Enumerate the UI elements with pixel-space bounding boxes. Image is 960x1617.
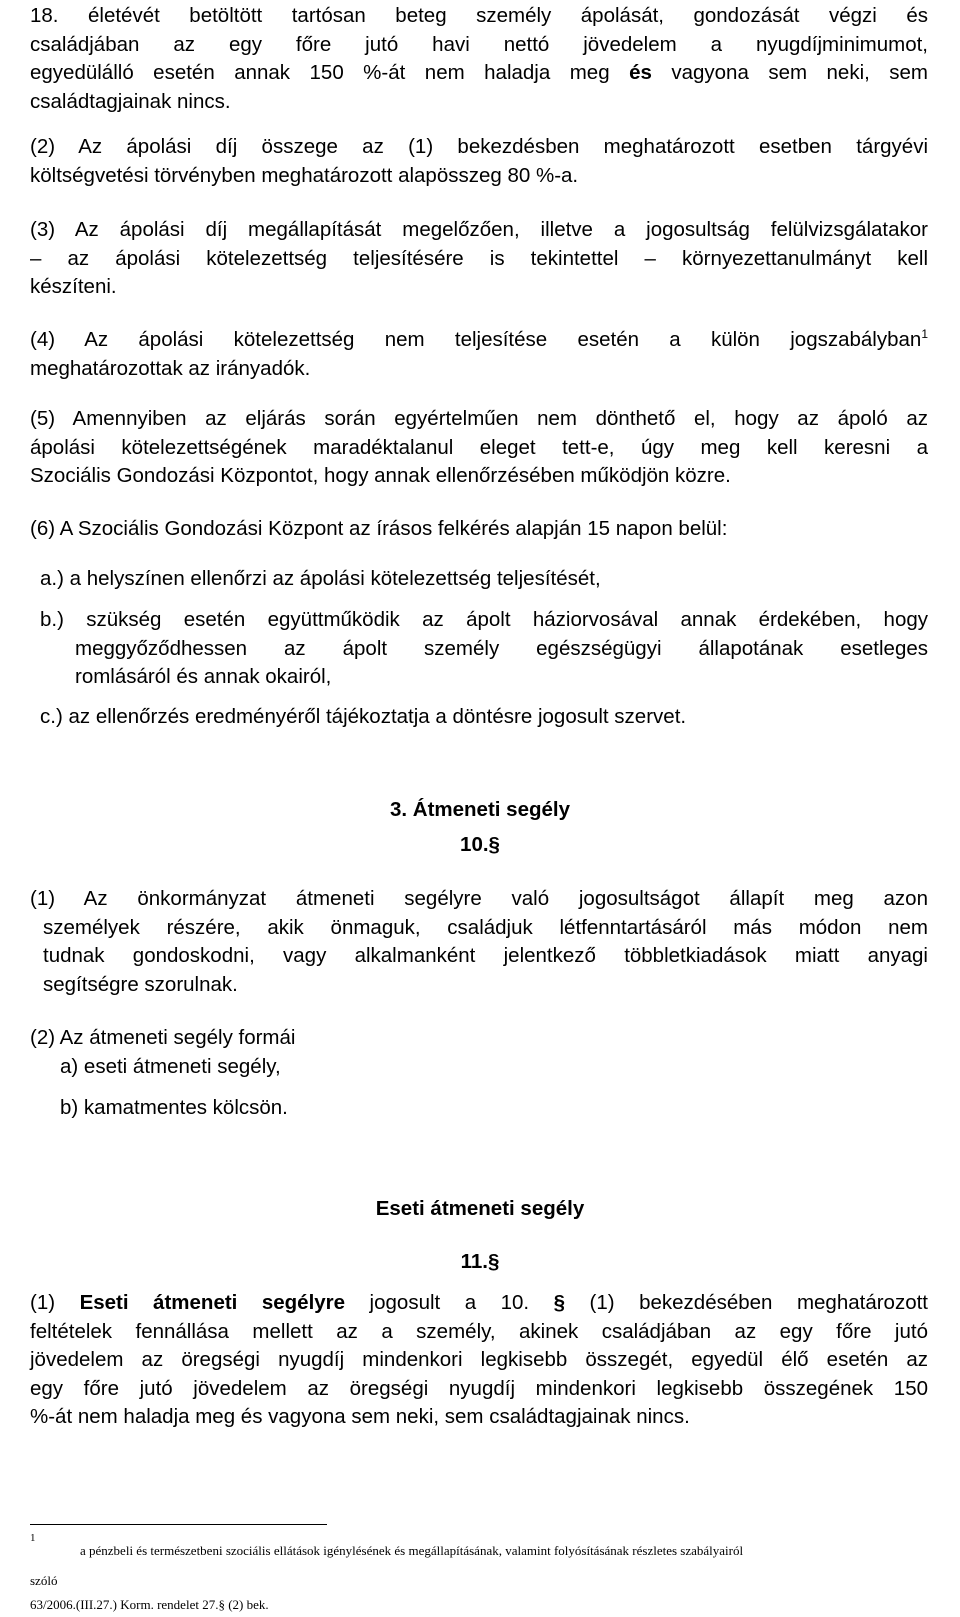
list-item-b: b) kamatmentes kölcsön. [60,1096,288,1119]
footnote-text: 63/2006.(III.27.) Korm. rendelet 27.§ (2) bek. [30,1597,269,1612]
section-heading-3: 3. Átmeneti segély [389,798,570,821]
text-line: meghatározottak az irányadók. [30,356,311,380]
section-sign: § [553,1291,566,1314]
text-line: családtagjainak nincs. [30,89,231,113]
text-line: meggyőződhessen az ápolt személy egészségügyi állapotának esetleges [75,636,928,660]
paragraph-number-10: 10.§ [460,833,500,856]
text-line: tudnak gondoskodni, vagy alkalmanként jelentkező többletkiadások miatt anyagi [43,944,928,967]
list-item-a: a.) a helyszínen ellenőrzi az ápolási kötelezettség teljesítését, [40,567,601,590]
paragraph-6 [30,515,928,544]
text-line: 18. életévét betöltött tartósan beteg személy ápolását, gondozását végzi és [30,4,928,27]
footnote-separator [30,1524,327,1525]
section-sign: § [487,1250,500,1273]
paragraph-number-11: 11.§ [460,1250,500,1273]
text-line: b.) szükség esetén együttműködik az ápolt háziorvosával annak érdekében, hogy [40,608,928,631]
section-sign: § [488,833,500,856]
footnote-number: 1 [30,1532,36,1544]
paragraph-3 [30,216,928,302]
bold-term: Eseti átmeneti segélyre [79,1291,346,1314]
text-line: Szociális Gondozási Központot, hogy annak ellenőrzésében működjön közre. [30,464,731,487]
paragraph-4 [30,326,928,383]
section-sign: § [218,1597,225,1612]
text-line: (5) Amennyiben az eljárás során egyértelműen nem dönthető el, hogy az ápoló az [30,407,928,430]
text-line: (3) Az ápolási díj megállapítását megelőzően, illetve a jogosultság felülvizsgálatakor [30,218,928,241]
text-line: jövedelem az öregségi nyugdíj mindenkori legkisebb összegét, egyedül élő esetén az [30,1348,928,1371]
text-line: költségvetési törvényben meghatározott alapösszeg 80 %-a. [30,163,579,187]
paragraph-11-1 [30,1289,928,1432]
text-line: (1) Az önkormányzat átmeneti segélyre való jogosultságot állapít meg azon [30,887,928,910]
text-line: egyedülálló esetén annak 150 %-át nem haladja meg és vagyona sem neki, sem [30,61,929,84]
bold-word: és [629,61,652,84]
footnote-text: a pénzbeli és természetbeni szociális ellátások igénylésének és megállapításának, valamint folyósításának részletes szabályairól [80,1543,744,1558]
text-line: – az ápolási kötelezettség teljesítésére is tekintettel – környezettanulmányt kell [30,246,928,270]
text-line: (1) Eseti átmeneti segélyre jogosult a 10. § (1) bekezdésében meghatározott [30,1291,928,1314]
text-line: (4) Az ápolási kötelezettség nem teljesítése esetén a külön jogszabályban$^1$ [30,327,928,351]
text-line: családjában az egy főre jutó havi nettó jövedelem a nyugdíjminimumot, [30,32,928,56]
list-item-a: a) eseti átmeneti segély, [60,1054,281,1078]
text-line: (6) A Szociális Gondozási Központ az írásos felkérés alapján 15 napon belül: [30,517,728,540]
footnote-text: szóló [30,1573,58,1588]
text-line: (2) Az ápolási díj összege az (1) bekezdésben meghatározott esetben tárgyévi [30,135,928,158]
text-line: készíteni. [30,275,117,298]
paragraph-10-1 [30,885,928,999]
text-line: segítségre szorulnak. [43,972,238,996]
text-line: személyek részére, akik önmaguk, családjuk létfenntartásáról más módon nem [43,915,928,939]
paragraph-10-2-b [60,1094,928,1123]
paragraph-2 [30,133,928,190]
text-line: egy főre jutó jövedelem az öregségi nyugdíj mindenkori legkisebb összegének 150 [30,1376,928,1400]
footnote-ref: 1 [921,327,928,342]
text-line: (2) Az átmeneti segély formái [30,1026,296,1049]
text-line: feltételek fennállása mellett az a személy, akinek családjában az egy főre jutó [30,1319,928,1343]
text-line: romlásáról és annak okairól, [75,665,332,688]
text-line: ápolási kötelezettségének maradéktalanul eleget tett-e, úgy meg kell keresni a [30,435,928,459]
list-item-b [40,606,928,692]
paragraph-18 [30,2,928,116]
paragraph-5 [30,405,928,491]
subsection-heading: Eseti átmeneti segély [375,1197,585,1220]
paragraph-10-2 [30,1024,928,1081]
list-item-c: c.) az ellenőrzés eredményéről tájékoztatja a döntésre jogosult szervet. [40,705,687,728]
text-line: %-át nem haladja meg és vagyona sem neki, sem családtagjainak nincs. [30,1405,690,1428]
